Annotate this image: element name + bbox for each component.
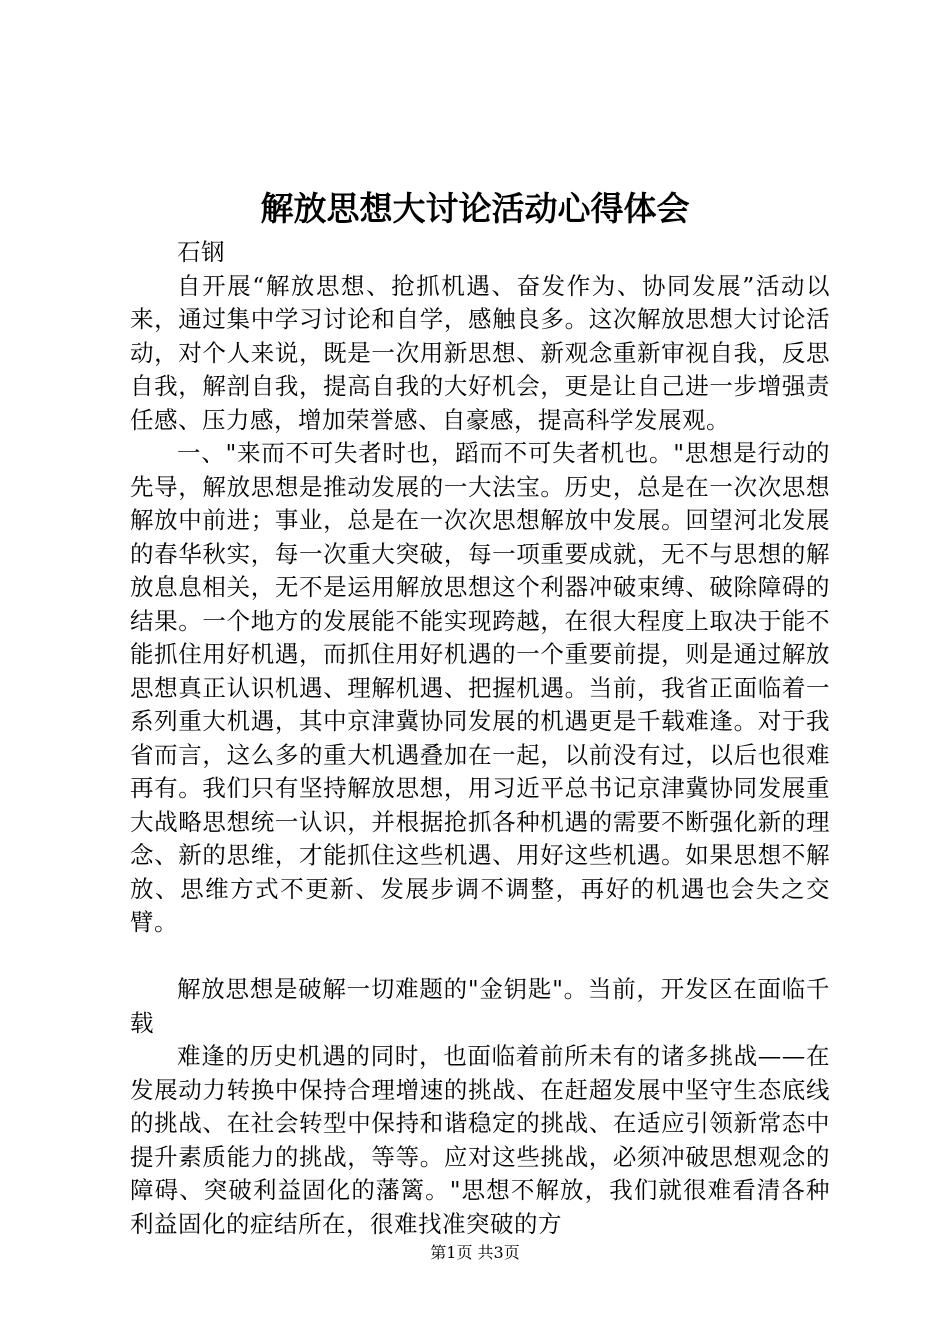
author-line: 石钢 <box>177 238 225 266</box>
paragraph-section-one: 一、"来而不可失者时也，蹈而不可失者机也。"思想是行动的先导，解放思想是推动发展的一大法宝。历史，总是在一次次思想解放中前进；事业，总是在一次次思想解放中发展。回望河北发展的春华秋实，每一次重大突破，每一项重要成就，无不与思想的解放息息相关，无不是运用解放思想这个利器冲破束缚、破除障碍的结果。一个地方的发展能不能实现跨越，在很大程度上取决于能不能抓住用好机遇，而抓住用好机遇的一个重要前提，则是通过解放思想真正认识机遇、理解机遇、把握机遇。当前，我省正面临着一系列重大机遇，其中京津冀协同发展的机遇更是千载难逢。对于我省而言，这么多的重大机遇叠加在一起，以前没有过，以后也很难再有。我们只有坚持解放思想，用习近平总书记京津冀协同发展重大战略思想统一认识，并根据抢抓各种机遇的需要不断强化新的理念、新的思维，才能抓住这些机遇、用好这些机遇。如果思想不解放、思维方式不更新、发展步调不调整，再好的机遇也会失之交臂。 <box>130 439 830 936</box>
blank-line <box>130 940 830 974</box>
document-title: 解放思想大讨论活动心得体会 <box>260 189 690 228</box>
paragraph-intro: 自开展“解放思想、抢抓机遇、奋发作为、协同发展”活动以来，通过集中学习讨论和自学，感触良多。这次解放思想大讨论活动，对个人来说，既是一次用新思想、新观念重新审视自我，反思自我，解剖自我，提高自我的大好机会，更是让自己进一步增强责任感、压力感，增加荣誉感、自豪感，提高科学发展观。 <box>130 271 830 434</box>
page-number-footer: 第1页 共3页 <box>430 1243 520 1262</box>
paragraph-key: 解放思想是破解一切难题的"金钥匙"。当前，开发区在面临千载 <box>130 975 830 1037</box>
paragraph-challenges: 难逢的历史机遇的同时，也面临着前所未有的诸多挑战——在发展动力转换中保持合理增速的挑战、在赶超发展中坚守生态底线的挑战、在社会转型中保持和谐稳定的挑战、在适应引领新常态中提升素质能力的挑战，等等。应对这些挑战，必须冲破思想观念的障碍、突破利益固化的藩篱。"思想不解放，我们就很难看清各种利益固化的症结所在，很难找准突破的方 <box>130 1042 830 1238</box>
document-body <box>130 236 830 1241</box>
